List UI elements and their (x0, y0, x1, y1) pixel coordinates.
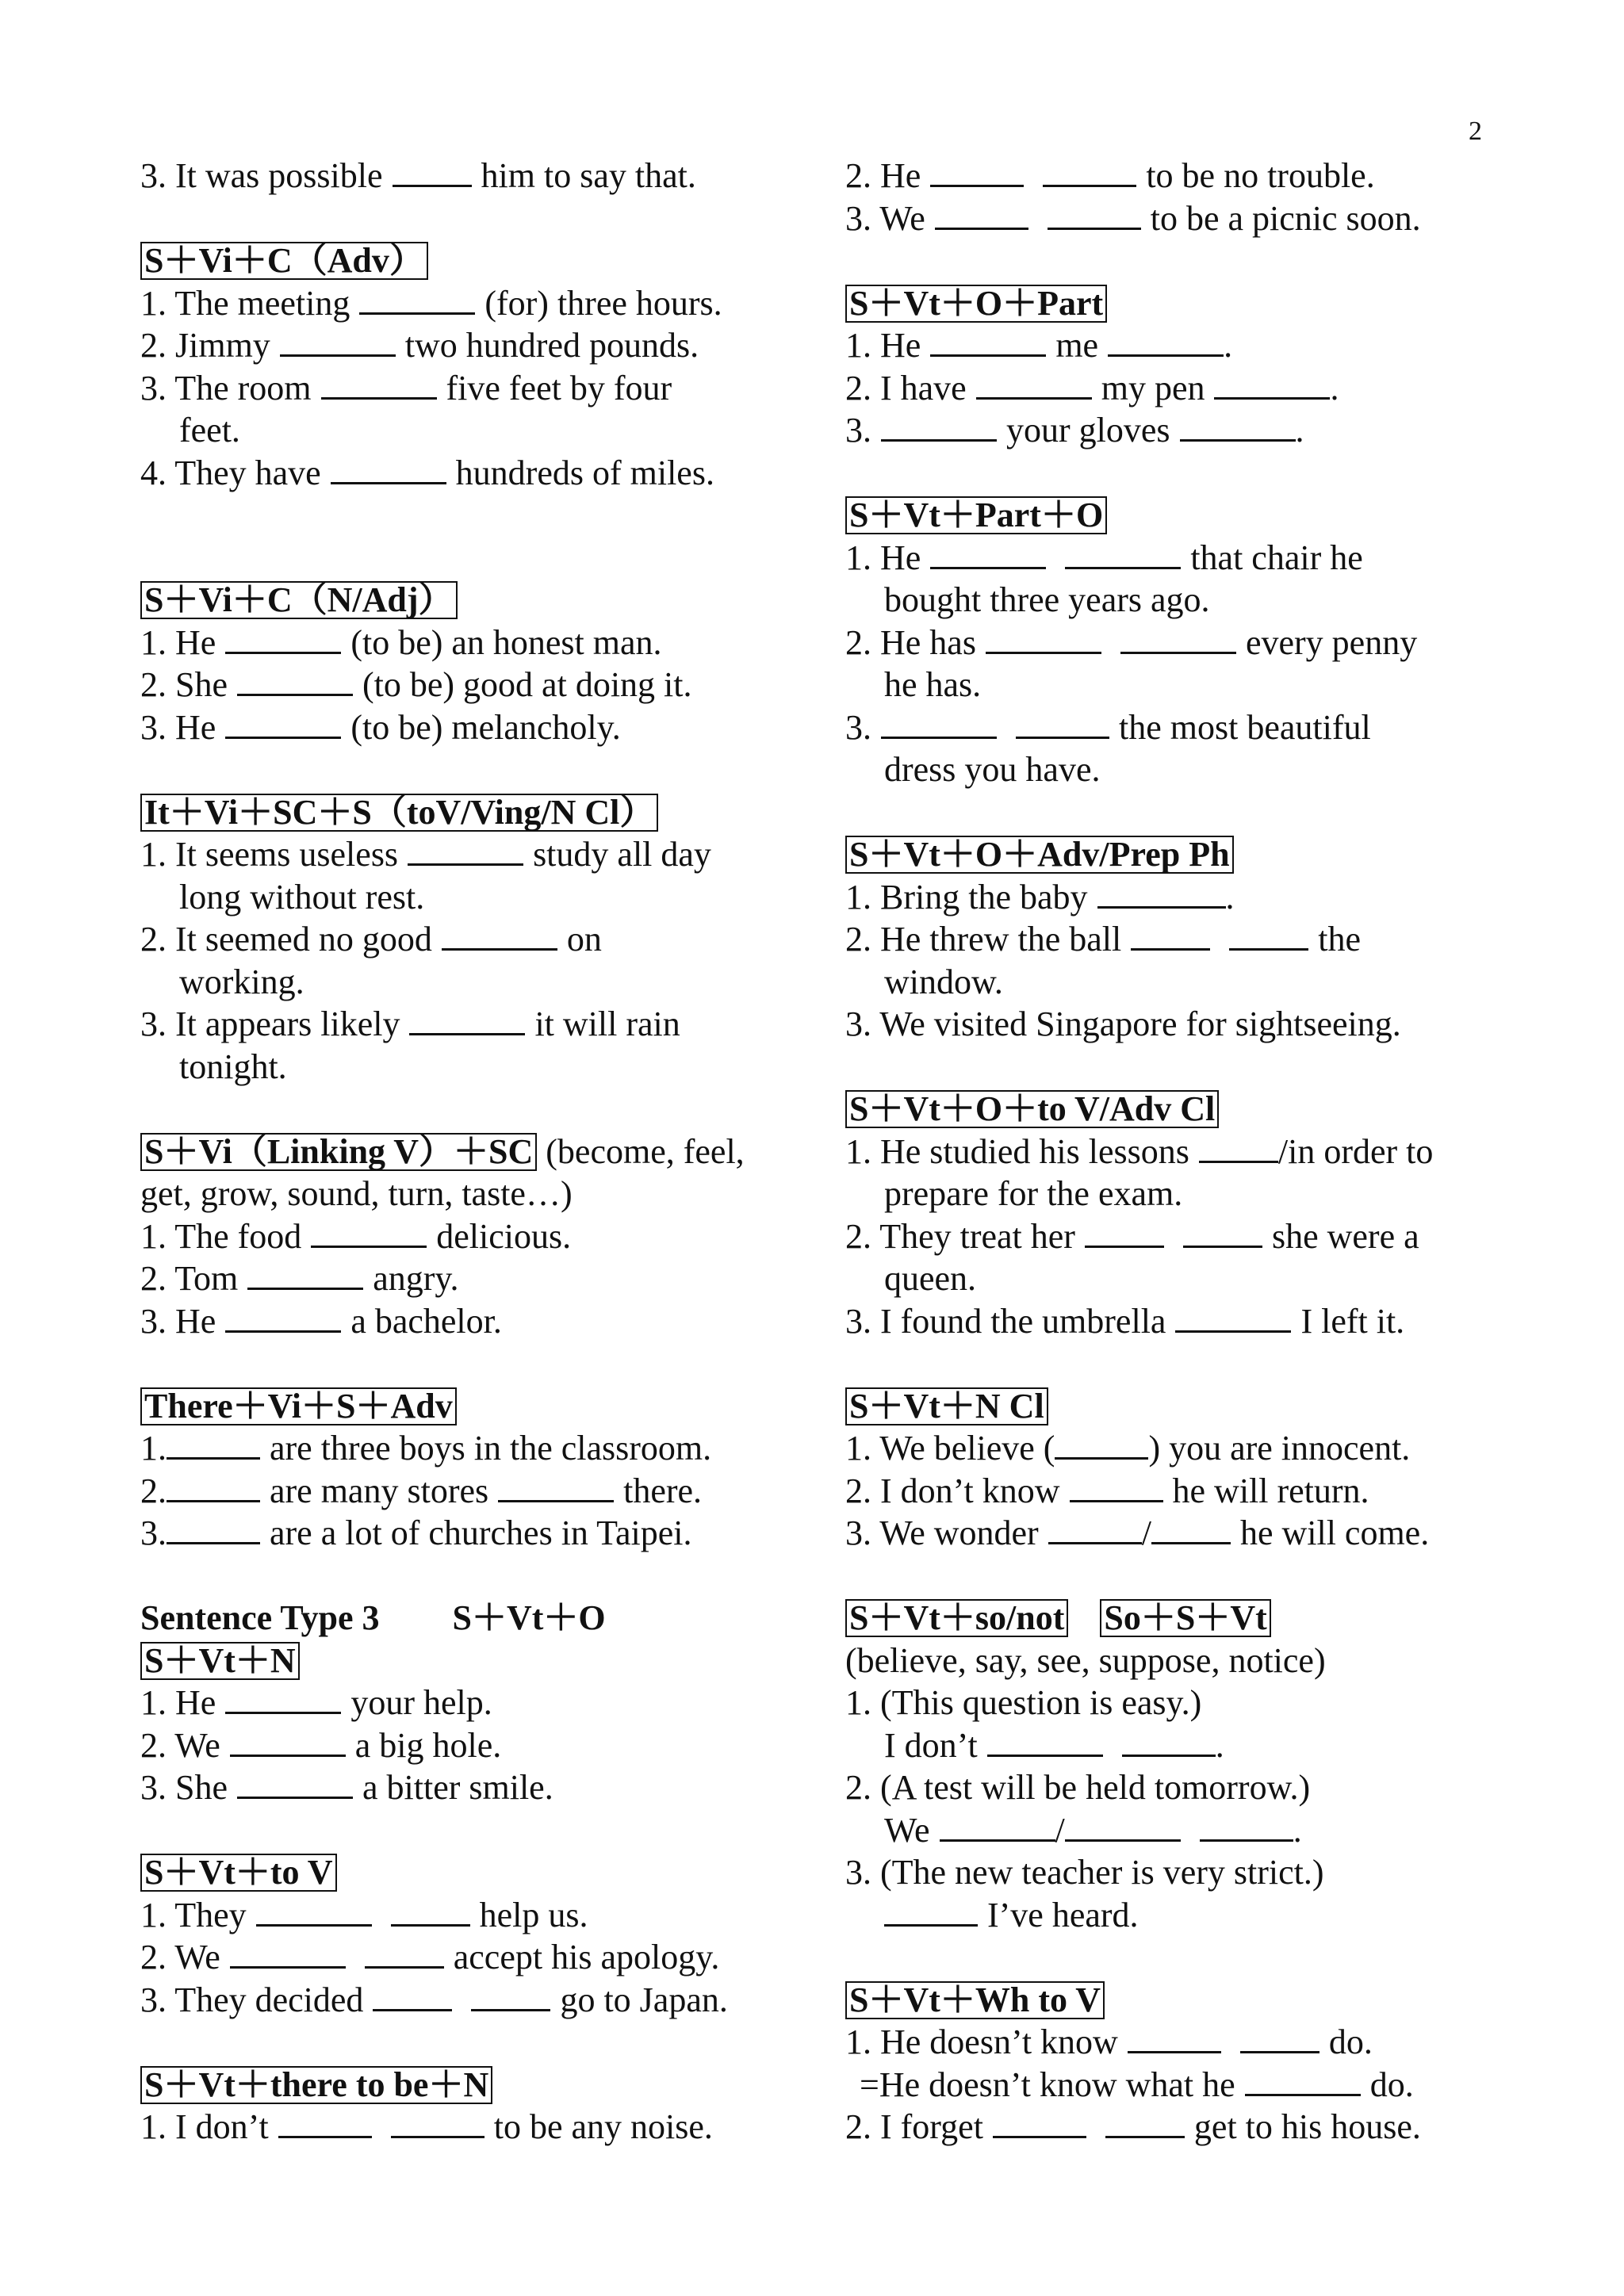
answer-blank[interactable] (930, 538, 1046, 569)
answer-blank[interactable] (321, 369, 437, 400)
section-heading (140, 239, 822, 282)
exercise-line-cont: bought three years ago. (884, 580, 1210, 619)
answer-blank[interactable] (1016, 708, 1109, 739)
exercise-line: 1. It seems useless study all day (140, 835, 711, 874)
exercise-line-cont: tonight. (179, 1047, 287, 1086)
answer-blank[interactable] (1120, 623, 1236, 654)
answer-blank[interactable] (1131, 920, 1210, 951)
answer-blank[interactable] (1199, 1132, 1278, 1163)
exercise-line: 3. We to be a picnic soon. (845, 198, 1421, 238)
exercise-line: 3. We visited Singapore for sightseeing. (845, 1004, 1401, 1043)
exercise-line: 2. They treat her she were a (845, 1216, 1419, 1256)
answer-blank[interactable] (167, 1471, 260, 1502)
answer-blank[interactable] (471, 1980, 550, 2011)
exercise-line: 3. the most beautiful (845, 707, 1371, 747)
answer-blank[interactable] (365, 1938, 444, 1969)
answer-blank[interactable] (1055, 1429, 1148, 1460)
answer-blank[interactable] (1122, 1726, 1216, 1757)
answer-blank[interactable] (408, 835, 523, 866)
section-heading (140, 2064, 822, 2107)
answer-blank[interactable] (373, 1980, 452, 2011)
exercise-line: 1. (This question is easy.) (845, 1683, 1202, 1722)
answer-blank[interactable] (391, 2107, 485, 2138)
exercise-line-cont: I don’t . (884, 1725, 1224, 1765)
answer-blank[interactable] (167, 1513, 260, 1544)
answer-blank[interactable] (442, 920, 557, 951)
answer-blank[interactable] (225, 623, 341, 654)
section-heading (140, 1640, 822, 1682)
answer-blank[interactable] (256, 1896, 372, 1927)
exercise-line-cont: working. (179, 962, 304, 1001)
answer-blank[interactable] (1070, 1471, 1163, 1502)
sentence-type-heading: Sentence Type 3 S＋Vt＋O (140, 1598, 606, 1637)
answer-blank[interactable] (1048, 199, 1141, 230)
right-column (845, 155, 1527, 2149)
answer-blank[interactable] (1183, 1217, 1262, 1248)
exercise-line-cont: window. (884, 962, 1003, 1001)
answer-blank[interactable] (940, 1811, 1055, 1842)
exercise-line-cont: long without rest. (179, 877, 425, 916)
answer-blank[interactable] (1240, 2022, 1320, 2053)
pattern-box-vt-o-prep: S＋Vt＋O＋Adv/Prep Ph (845, 836, 1234, 874)
answer-blank[interactable] (237, 665, 353, 696)
exercise-line: 3. (The new teacher is very strict.) (845, 1853, 1324, 1892)
answer-blank[interactable] (1097, 878, 1226, 909)
answer-blank[interactable] (1214, 369, 1330, 400)
answer-blank[interactable] (986, 623, 1101, 654)
section-heading (845, 1597, 1527, 1640)
section-heading (140, 1131, 822, 1173)
pattern-box-vt-ncl: S＋Vt＋N Cl (845, 1387, 1048, 1425)
exercise-line: 2. Jimmy two hundred pounds. (140, 326, 699, 365)
answer-blank[interactable] (409, 1004, 525, 1035)
pattern-box-there-vi: There＋Vi＋S＋Adv (140, 1387, 457, 1425)
exercise-line: 2. I don’t know he will return. (845, 1471, 1369, 1510)
answer-blank[interactable] (359, 284, 475, 315)
section-heading (140, 1851, 822, 1894)
answer-blank[interactable] (278, 2107, 372, 2138)
exercise-line: 3. I found the umbrella I left it. (845, 1301, 1405, 1341)
exercise-line-cont: he has. (884, 665, 982, 704)
pattern-box-vt-o-part: S＋Vt＋O＋Part (845, 285, 1107, 323)
verbs-note: (believe, say, see, suppose, notice) (845, 1640, 1326, 1680)
answer-blank[interactable] (1065, 1811, 1181, 1842)
answer-blank[interactable] (1245, 2065, 1361, 2096)
answer-blank[interactable] (993, 2107, 1086, 2138)
exercise-line-cont: dress you have. (884, 750, 1101, 789)
exercise-line: 4. They have hundreds of miles. (140, 453, 714, 492)
answer-blank[interactable] (237, 1768, 353, 1799)
answer-blank[interactable] (280, 326, 396, 357)
exercise-line: 1. The meeting (for) three hours. (140, 283, 722, 323)
answer-blank[interactable] (1200, 1811, 1293, 1842)
exercise-line: 2. We a big hole. (140, 1725, 502, 1765)
answer-blank[interactable] (1151, 1513, 1231, 1544)
section-heading (845, 1979, 1527, 2022)
exercise-line-cont: =He doesn’t know what he do. (860, 2064, 1414, 2104)
exercise-line: 2. It seemed no good on (140, 920, 602, 959)
pattern-box-vi-c-adv: S＋Vi＋C（Adv） (140, 242, 428, 280)
answer-blank[interactable] (976, 369, 1092, 400)
exercise-line: 1. They help us. (140, 1895, 588, 1934)
exercise-line: 2. He threw the ball the (845, 920, 1361, 959)
section-heading (845, 833, 1527, 876)
exercise-line-cont: prepare for the exam. (884, 1174, 1183, 1213)
section-heading (140, 791, 822, 834)
left-column (140, 155, 822, 2149)
linking-verbs-note-cont: get, grow, sound, turn, taste…) (140, 1174, 573, 1213)
answer-blank[interactable] (498, 1471, 614, 1502)
page-number: 2 (1469, 117, 1482, 146)
section-heading (140, 1385, 822, 1428)
section-heading (845, 282, 1527, 325)
exercise-line: 2. He has every penny (845, 622, 1418, 662)
answer-blank[interactable] (1085, 1217, 1164, 1248)
pattern-box-vt-o-advcl: S＋Vt＋O＋to V/Adv Cl (845, 1090, 1219, 1128)
section-heading (140, 579, 822, 622)
exercise-line: 3. He a bachelor. (140, 1301, 502, 1341)
answer-blank[interactable] (930, 156, 1024, 187)
answer-blank[interactable] (225, 1683, 341, 1714)
exercise-line: 3. They decided go to Japan. (140, 1980, 728, 2019)
answer-blank[interactable] (167, 1429, 260, 1460)
answer-blank[interactable] (935, 199, 1028, 230)
answer-blank[interactable] (930, 326, 1046, 357)
exercise-line: 2. She (to be) good at doing it. (140, 665, 692, 704)
linking-verbs-note: (become, feel, (546, 1131, 745, 1171)
exercise-line: 2. are many stores there. (140, 1471, 703, 1510)
exercise-line: 1. are three boys in the classroom. (140, 1429, 712, 1468)
answer-blank[interactable] (1229, 920, 1308, 951)
answer-blank[interactable] (1175, 1302, 1291, 1333)
answer-blank[interactable] (230, 1726, 346, 1757)
exercise-line: 3. The room five feet by four (140, 368, 672, 408)
section-heading (845, 1385, 1527, 1428)
answer-blank[interactable] (230, 1938, 346, 1969)
pattern-box-vt-n: S＋Vt＋N (140, 1642, 300, 1680)
pattern-box-there-to-be: S＋Vt＋there to be＋N (140, 2066, 492, 2104)
exercise-line: 2. I forget get to his house. (845, 2107, 1421, 2146)
exercise-line: 1. He (to be) an honest man. (140, 622, 662, 662)
exercise-line: 3. We wonder / he will come. (845, 1513, 1430, 1552)
section-heading (845, 494, 1527, 537)
answer-blank[interactable] (1048, 1513, 1142, 1544)
exercise-line: 1. He doesn’t know do. (845, 2022, 1373, 2061)
pattern-box-linking-v: S＋Vi（Linking V）＋SC (140, 1133, 537, 1171)
exercise-line: 2. We accept his apology. (140, 1938, 720, 1976)
pattern-box-so-s-vt: So＋S＋Vt (1100, 1599, 1270, 1637)
answer-blank[interactable] (1128, 2022, 1221, 2053)
exercise-line: 1. Bring the baby . (845, 877, 1235, 916)
pattern-box-it-vi-sc-s: It＋Vi＋SC＋S（toV/Ving/N Cl） (140, 794, 658, 832)
answer-blank[interactable] (881, 411, 997, 442)
pattern-box-vt-part-o: S＋Vt＋Part＋O (845, 496, 1107, 534)
answer-blank[interactable] (331, 453, 446, 484)
answer-blank[interactable] (393, 156, 472, 187)
exercise-line: 1. He studied his lessons /in order to (845, 1131, 1434, 1171)
exercise-line: 3. She a bitter smile. (140, 1768, 553, 1807)
exercise-line: 1. We believe ( ) you are innocent. (845, 1429, 1411, 1468)
answer-blank[interactable] (987, 1726, 1103, 1757)
answer-blank[interactable] (247, 1259, 363, 1290)
answer-blank[interactable] (1180, 411, 1296, 442)
answer-blank[interactable] (884, 1896, 978, 1927)
exercise-line: 3. are a lot of churches in Taipei. (140, 1513, 692, 1552)
exercise-line: 3. He (to be) melancholy. (140, 707, 621, 747)
exercise-line: 1. He your help. (140, 1683, 492, 1722)
answer-blank[interactable] (225, 1302, 341, 1333)
answer-blank[interactable] (391, 1896, 470, 1927)
answer-blank[interactable] (311, 1217, 427, 1248)
pattern-box-vt-so-not: S＋Vt＋so/not (845, 1599, 1068, 1637)
exercise-line: 3. It appears likely it will rain (140, 1004, 680, 1043)
exercise-line-cont: I’ve heard. (845, 1894, 1527, 1937)
exercise-line: 1. The food delicious. (140, 1216, 572, 1256)
exercise-line-cont: We / . (884, 1810, 1302, 1850)
exercise-line-cont: feet. (179, 411, 240, 450)
exercise-line: 2. Tom angry. (140, 1259, 459, 1298)
exercise-line: 1. He me . (845, 326, 1233, 365)
answer-blank[interactable] (1108, 326, 1224, 357)
exercise-line: 2. (A test will be held tomorrow.) (845, 1768, 1311, 1807)
exercise-line: 1. He that chair he (845, 538, 1363, 577)
exercise-line: 2. He to be no trouble. (845, 156, 1375, 195)
exercise-line: 3. It was possible him to say that. (140, 156, 696, 195)
exercise-line: 1. I don’t to be any noise. (140, 2107, 713, 2146)
answer-blank[interactable] (225, 708, 341, 739)
answer-blank[interactable] (881, 708, 997, 739)
answer-blank[interactable] (1105, 2107, 1185, 2138)
exercise-line-cont: queen. (884, 1259, 977, 1298)
exercise-line: 2. I have my pen . (845, 368, 1339, 408)
pattern-box-vt-wh-to-v: S＋Vt＋Wh to V (845, 1981, 1105, 2019)
pattern-box-vt-to-v: S＋Vt＋to V (140, 1854, 337, 1892)
section-heading (845, 1088, 1527, 1131)
answer-blank[interactable] (1065, 538, 1181, 569)
pattern-box-vi-c-nadj: S＋Vi＋C（N/Adj） (140, 581, 458, 619)
exercise-line: 3. your gloves . (845, 411, 1304, 450)
answer-blank[interactable] (1043, 156, 1136, 187)
